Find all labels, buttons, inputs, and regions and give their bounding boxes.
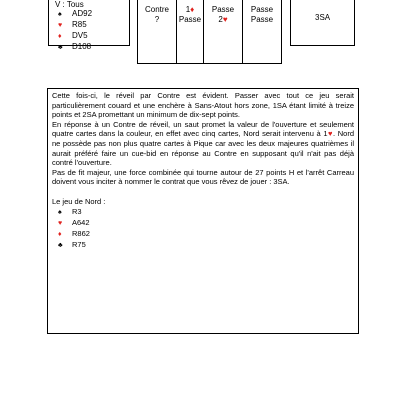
hand-clubs-cards: D108 <box>72 42 92 51</box>
north-clubs-cards: R75 <box>72 239 86 249</box>
contract-box <box>290 0 355 46</box>
bid-col1-line1: Contre <box>144 5 169 14</box>
club-icon: ♣ <box>58 44 63 51</box>
heart-icon: ♥ <box>58 22 63 29</box>
heart-icon: ♥ <box>58 219 63 227</box>
commentary-paragraph-3: Pas de fit majeur, une force combinée qui tourne autour de 27 points H et l'arrêt Carreau doivent vous inciter à nommer le contrat que vous rêvez de jouer : 3SA. <box>52 167 354 187</box>
north-hearts-row <box>52 218 354 229</box>
bid-col4-line2: Passe <box>250 15 274 24</box>
diamond-icon: ♦ <box>58 230 62 238</box>
bidding-table <box>137 0 282 64</box>
club-icon: ♣ <box>58 241 63 249</box>
bid-col1-line2: ? <box>154 15 160 24</box>
bid-col4-line1: Passe <box>250 5 274 14</box>
vulnerability-label: V : Tous <box>55 0 84 9</box>
north-diamonds-row <box>52 229 354 240</box>
bid-col2-line2: Passe <box>178 15 202 24</box>
hand-clubs-row <box>58 41 91 53</box>
bid-cell-1 <box>138 0 177 64</box>
north-clubs-row <box>52 240 354 251</box>
north-spades-row <box>52 207 354 218</box>
spade-icon: ♠ <box>58 11 62 18</box>
commentary-box <box>47 88 359 334</box>
hand-hearts-cards: R85 <box>72 20 87 29</box>
bid-col3-line1: Passe <box>211 5 235 14</box>
north-hearts-cards: A642 <box>72 217 90 227</box>
bid-col2-level: 1 <box>185 5 191 14</box>
spade-icon: ♠ <box>58 208 62 216</box>
commentary-paragraph-2a: En réponse à un Contre de réveil, un saut promet la valeur de l'ouverture et seulement quatre cartes dans la couleur, en effet avec cinq cartes, Nord serait intervenu à 1 <box>52 119 354 139</box>
contract-label: 3SA <box>315 13 331 22</box>
bid-col3-level: 2 <box>218 15 223 24</box>
commentary-paragraph-2 <box>52 120 354 168</box>
south-hand-box <box>48 0 130 51</box>
diamond-icon: ♦ <box>190 5 195 14</box>
north-hand-title: Le jeu de Nord : <box>52 196 106 206</box>
commentary-paragraph-1: Cette fois-ci, le réveil par Contre est évident. Passer avec tout ce jeu serait particulièrement couard et une enchère à Sans-Atout hors zone, 1SA étant limité à treize points et 2SA promettant un minimum de dix-sept points. <box>52 91 354 120</box>
commentary-paragraph-2b: . Nord ne possède pas non plus quatre cartes à Pique car avec les deux majeures quatrièmes il aurait préféré faire un cue-bid en réponse au Contre en supposant qu'il n'ait pas déjà contré l'ouverture. <box>52 129 354 168</box>
bid-cell-2 <box>177 0 204 64</box>
bid-cell-3 <box>204 0 243 64</box>
heart-icon: ♥ <box>222 15 228 24</box>
hand-diamonds-cards: DV5 <box>72 31 88 40</box>
north-diamonds-cards: R862 <box>72 228 90 238</box>
diamond-icon: ♦ <box>58 33 62 40</box>
heart-icon: ♥ <box>327 129 334 139</box>
hand-spades-cards: AD92 <box>72 9 93 18</box>
north-spades-cards: R3 <box>72 206 82 216</box>
bid-cell-4 <box>243 0 282 64</box>
